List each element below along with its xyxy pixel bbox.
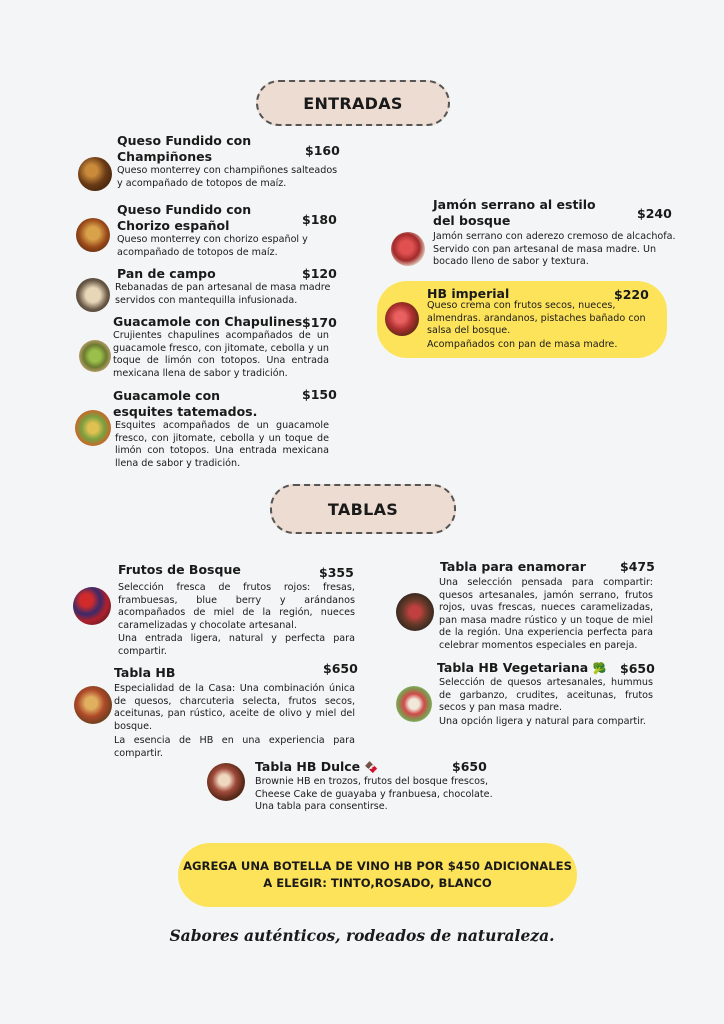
dish-photo [76, 218, 110, 252]
tagline: Sabores auténticos, rodeados de naturaleza. [169, 926, 555, 945]
dish-description-extra: Una entrada ligera, natural y perfecta para compartir. [118, 633, 355, 657]
dish-photo [396, 686, 432, 722]
dish-description: Queso monterrey con chorizo español y acompañado de totopos de maíz. [117, 234, 308, 258]
dish-description: Crujientes chapulines acompañados de un guacamole fresco, con jitomate, cebolla y un toque de limón con totopos. Una entrada mexicana llena de sabor y tradición. [113, 330, 329, 379]
dish-description: Esquites acompañados de un guacamole fresco, con jitomate, cebolla y un toque de limón con totopos. Una entrada mexicana llena de sabor y tradición. [115, 420, 329, 469]
dish-description-extra: Acompañados con pan de masa madre. [427, 339, 618, 350]
dish-description: Rebanadas de pan artesanal de masa madre servidos con mantequilla infusionada. [115, 282, 331, 306]
dish-name [437, 660, 606, 677]
dish-price: $220 [614, 287, 649, 302]
section-header-entradas [256, 80, 450, 126]
dish-photo [396, 593, 434, 631]
broccoli-icon: 🥦 [592, 662, 607, 675]
section-title: ENTRADAS [303, 93, 403, 113]
dish-name: Queso Fundido con Chorizo español [117, 202, 252, 233]
dish-photo [78, 157, 112, 191]
dish-price: $170 [302, 315, 337, 330]
dish-photo [74, 686, 112, 724]
dish-price: $355 [319, 565, 354, 580]
dish-name: Jamón serrano al estilo del bosque [433, 197, 596, 228]
dish-photo [76, 278, 110, 312]
dish-photo [391, 232, 425, 266]
dish-price: $650 [452, 759, 487, 774]
dish-photo [207, 763, 245, 801]
dish-photo [79, 340, 111, 372]
dish-description: Selección de quesos artesanales, hummus de garbanzo, crudites, aceitunas, frutos secos y pan masa madre. [439, 677, 653, 714]
section-header-tablas [270, 484, 456, 534]
dish-name: Tabla HB [114, 665, 176, 680]
dish-photo [385, 302, 419, 336]
dish-description-extra: La esencia de HB en una experiencia para compartir. [114, 735, 355, 759]
dish-name: Pan de campo [117, 266, 216, 281]
dish-photo [73, 587, 111, 625]
dish-description: Queso monterrey con champiñones salteados y acompañado de totopos de maíz. [117, 165, 338, 189]
dish-price: $650 [323, 661, 358, 676]
dish-name: Guacamole con Chapulines [113, 314, 303, 329]
dish-name: Frutos de Bosque [118, 562, 241, 577]
dish-name [255, 759, 378, 776]
dish-name: Guacamole con esquites tatemados. [113, 388, 258, 419]
dish-description-extra: Una opción ligera y natural para compartir. [439, 716, 646, 727]
dish-price: $475 [620, 559, 655, 574]
dish-price: $650 [620, 661, 655, 676]
section-title: TABLAS [327, 499, 399, 519]
dish-description: Queso crema con frutos secos, nueces, almendras. arandanos, pistaches bañado con salsa del bosque. [427, 300, 646, 337]
dish-description: Jamón serrano con aderezo cremoso de alcachofa. Servido con pan artesanal de masa madre. Un bocado lleno de sabor y textura. [433, 231, 676, 268]
dish-photo [75, 410, 111, 446]
dish-price: $240 [637, 206, 672, 221]
dish-price: $180 [302, 212, 337, 227]
chocolate-icon: 🍫 [364, 761, 379, 774]
offer-line-1: AGREGA UNA BOTELLA DE VINO HB POR $450 ADICIONALES [183, 859, 572, 873]
dish-name: HB imperial [427, 286, 510, 301]
dish-name: Queso Fundido con Champiñones [117, 133, 252, 164]
dish-name: Tabla para enamorar [440, 559, 586, 574]
dish-price: $160 [305, 143, 340, 158]
dish-description: Una selección pensada para compartir: quesos artesanales, jamón serrano, frutos rojos, uvas frescas, nueces caramelizadas, pan masa madre rústico y un toque de miel de la región. Una experiencia perfecta para celebrar momentos especiales en pareja. [439, 577, 653, 651]
dish-description: Selección fresca de frutos rojos: fresas, frambuesas, blue berry y arándanos acompañados de miel de la región, nueces caramelizadas y chocolate artesanal. [118, 582, 355, 631]
dish-description: Brownie HB en trozos, frutos del bosque frescos, Cheese Cake de guayaba y franbuesa, chocolate. Una tabla para consentirse. [255, 776, 493, 813]
dish-name-text: Tabla HB Dulce [255, 759, 361, 774]
dish-price: $120 [302, 266, 337, 281]
dish-name-text: Tabla HB Vegetariana [437, 660, 589, 675]
dish-price: $150 [302, 387, 337, 402]
wine-offer-banner [178, 843, 577, 907]
dish-description: Especialidad de la Casa: Una combinación única de quesos, charcuteria selecta, frutos secos, aceitunas, pan rústico, aceite de olivo y miel del bosque. [114, 683, 355, 732]
offer-line-2: A ELEGIR: TINTO,ROSADO, BLANCO [263, 876, 492, 890]
